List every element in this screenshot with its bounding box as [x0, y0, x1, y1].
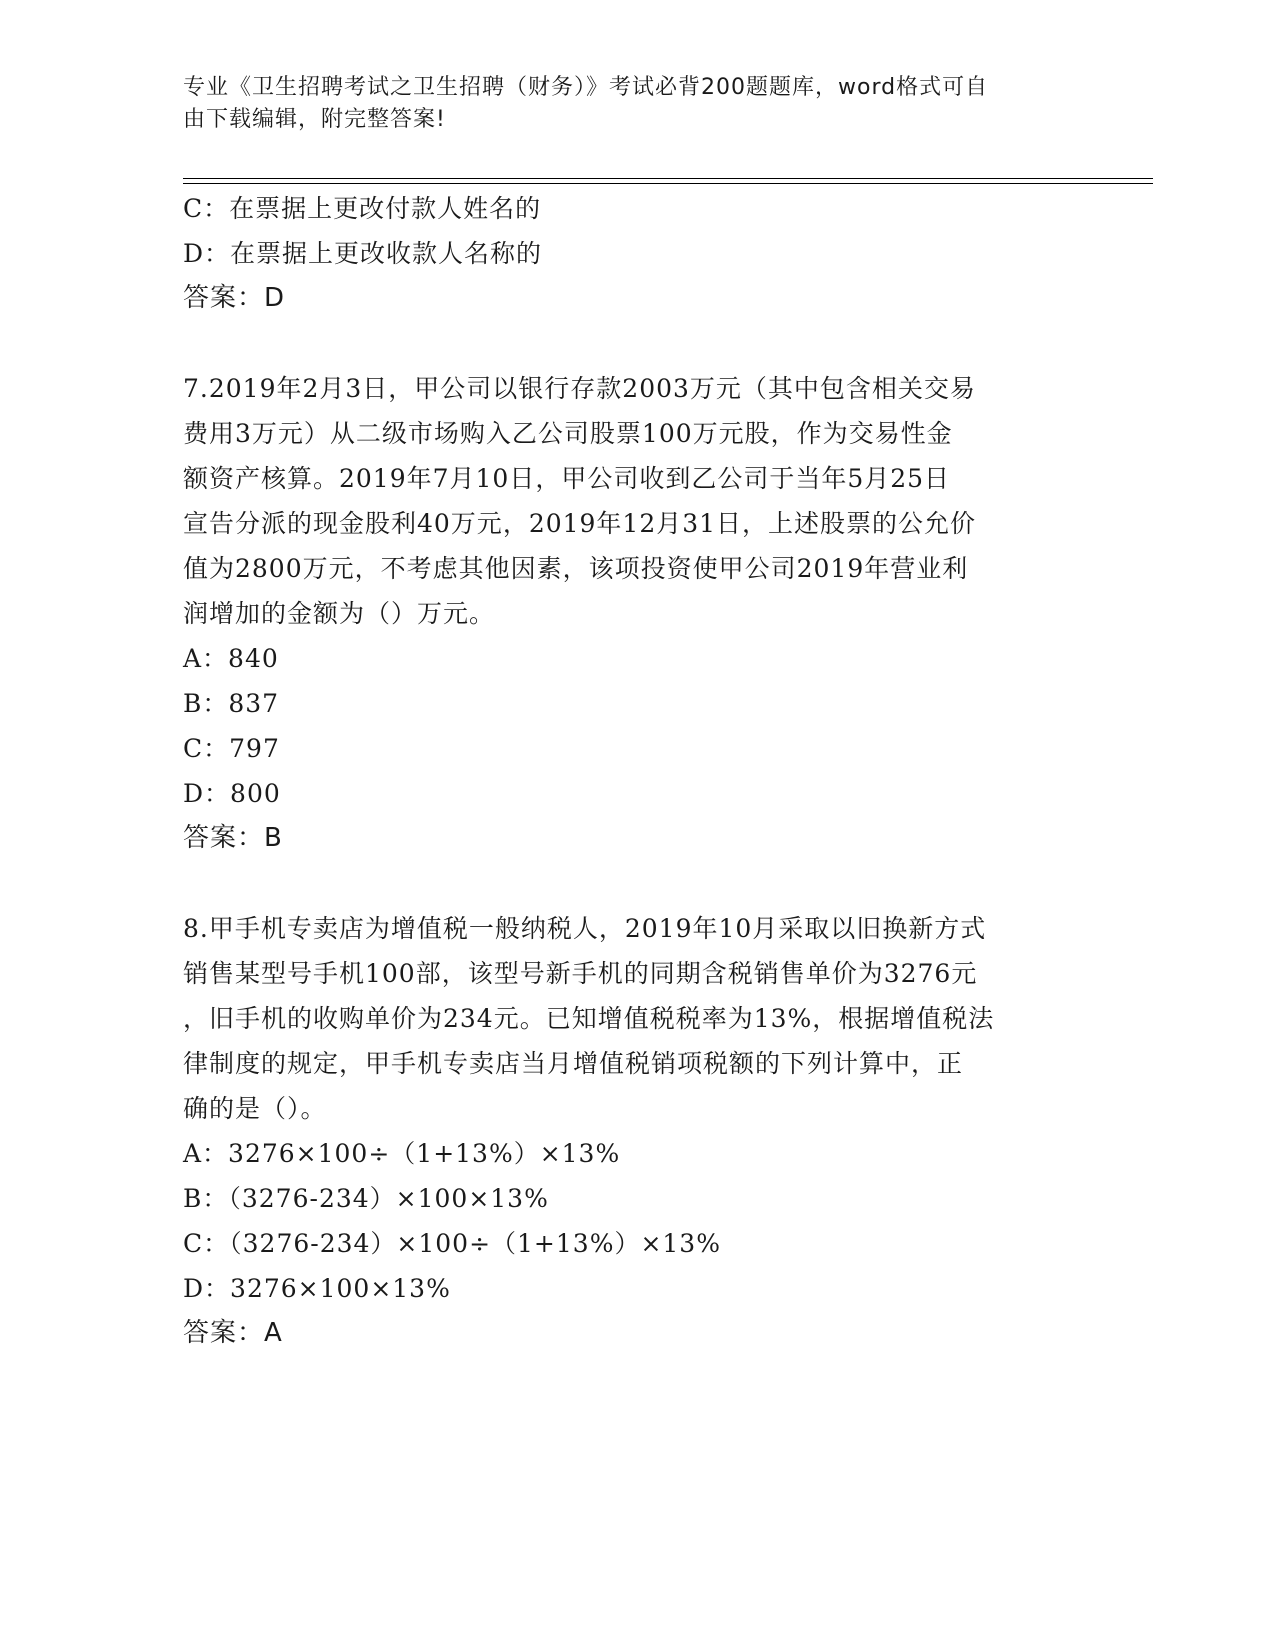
option-d: D：在票据上更改收款人名称的	[183, 239, 543, 268]
option-a: A：3276×100÷（1+13%）×13%	[183, 1139, 621, 1168]
option-c: C：797	[183, 734, 280, 763]
header-divider-top	[183, 178, 1153, 179]
question-text-line: 7.2019年2月3日，甲公司以银行存款2003万元（其中包含相关交易	[183, 374, 976, 403]
header-line-2: 由下载编辑，附完整答案!	[183, 107, 446, 132]
option-c: C：在票据上更改付款人姓名的	[183, 194, 542, 223]
question-text-line: ，旧手机的收购单价为234元。已知增值税税率为13%，根据增值税法	[183, 1004, 995, 1033]
question-text-line: 宣告分派的现金股利40万元，2019年12月31日，上述股票的公允价	[183, 509, 977, 538]
answer: 答案：D	[183, 283, 286, 313]
spacer	[183, 861, 1063, 906]
answer: 答案：A	[183, 1318, 283, 1348]
spacer	[183, 321, 1063, 366]
question-text-line: 额资产核算。2019年7月10日，甲公司收到乙公司于当年5月25日	[183, 464, 951, 493]
option-c: C：（3276-234）×100÷（1+13%）×13%	[183, 1229, 721, 1258]
header-line-1: 专业《卫生招聘考试之卫生招聘（财务）》考试必背200题题库，word格式可自	[183, 75, 989, 100]
question-text-line: 值为2800万元，不考虑其他因素，该项投资使甲公司2019年营业利	[183, 554, 969, 583]
option-a: A：840	[183, 644, 279, 673]
question-text-line: 律制度的规定，甲手机专卖店当月增值税销项税额的下列计算中，正	[183, 1049, 964, 1078]
question-text-line: 销售某型号手机100部，该型号新手机的同期含税销售单价为3276元	[183, 959, 978, 988]
option-d: D：800	[183, 779, 281, 808]
question-7	[183, 366, 1063, 861]
question-text-line: 润增加的金额为（）万元。	[183, 599, 496, 628]
question-text-line: 费用3万元）从二级市场购入乙公司股票100万元股，作为交易性金	[183, 419, 953, 448]
question-text-line: 8.甲手机专卖店为增值税一般纳税人，2019年10月采取以旧换新方式	[183, 914, 987, 943]
option-d: D：3276×100×13%	[183, 1274, 451, 1303]
document-body	[183, 186, 1063, 1356]
question-text-line: 确的是（）。	[183, 1094, 327, 1123]
answer: 答案：B	[183, 823, 283, 853]
question-8	[183, 906, 1063, 1356]
previous-question	[183, 186, 1063, 321]
option-b: B：（3276-234）×100×13%	[183, 1184, 549, 1213]
header-divider-bottom	[183, 183, 1153, 184]
document-header	[183, 72, 1053, 136]
option-b: B：837	[183, 689, 280, 718]
